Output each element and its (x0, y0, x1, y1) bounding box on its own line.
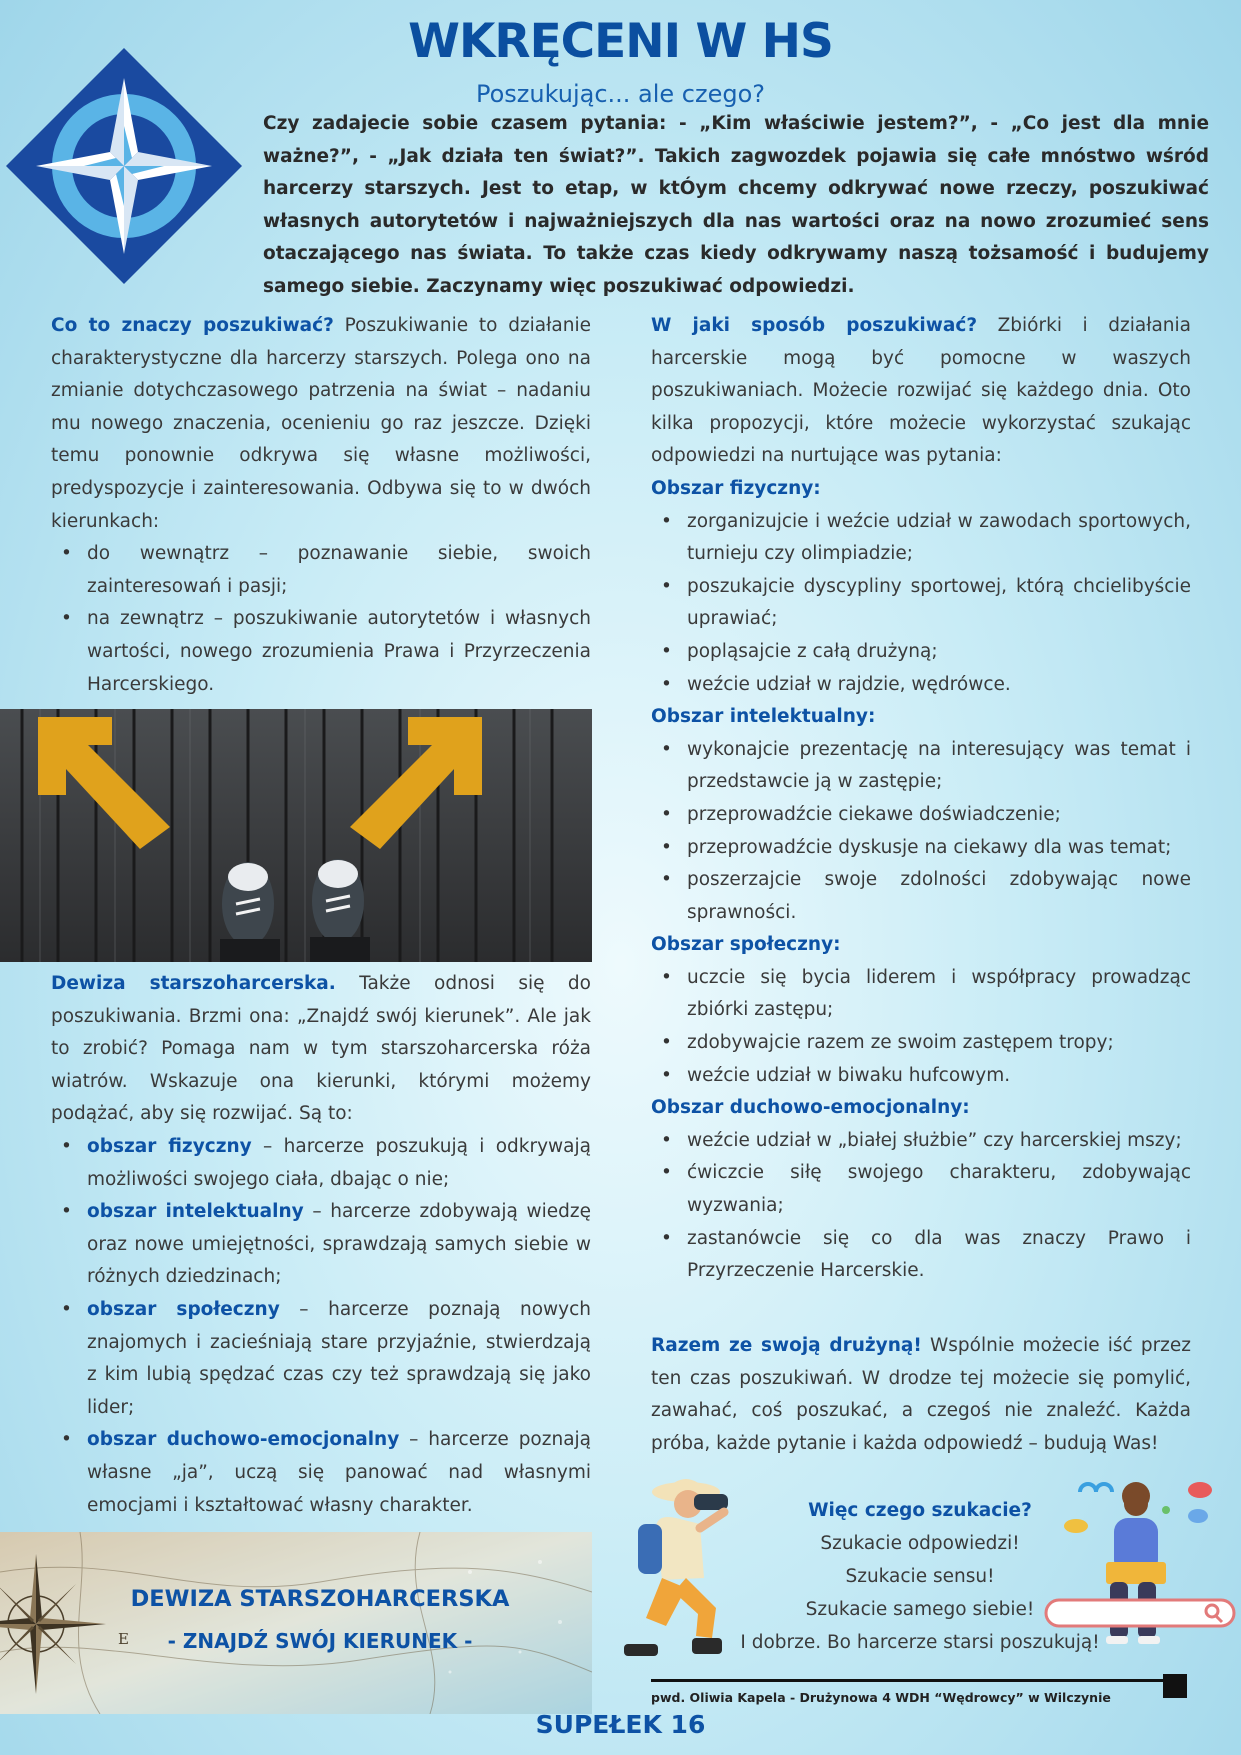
page-footer: SUPEŁEK 16 (535, 1710, 706, 1739)
group-list (651, 506, 1191, 702)
section-paragraph (51, 310, 591, 538)
page-title: WKRĘCENI W HS (408, 14, 833, 69)
closing-question: Więc czego szukacie? (808, 1500, 1032, 1521)
list-item: • zastanówcie się co dla was znaczy Prawo i Przyrzeczenie Harcerskie. (651, 1223, 1191, 1288)
list-item (51, 1196, 591, 1294)
section-text: Wspólnie możecie iść przez ten czas poszukiwań. W drodze tej możecie się pomylić, zawahać, coś poszukać, a czegoś nie znaleźć. Każda próba, każde pytanie i każda odpowiedź – budują Was! (651, 1335, 1191, 1454)
direction-list (51, 538, 591, 701)
list-item: • weźcie udział w „białej służbie” czy harcerskiej mszy; (651, 1125, 1191, 1158)
intro-paragraph: Czy zadajecie sobie czasem pytania: - „Kim właściwie jestem?”, - „Co jest dla mnie ważne?”, - „Jak działa ten świat?”. Takich zagwozdek pojawia się całe mnóstwo wśród harcerzy starszych. Jest to etap, w ktÓym chcemy odkrywać nowe rzeczy, poszukiwać własnych autorytetów i najważniejszych dla nas wartości oraz na nowo zrozumieć sens otaczającego nas świata. To także czas kiedy odkrywamy naszą tożsamość i budujemy samego siebie. Zaczynamy więc poszukiwać odpowiedzi. (263, 113, 1209, 297)
area-desc: – harcerze poszukują i odkrywają możliwości swojego ciała, dbając o nie; (87, 1135, 591, 1190)
list-item (51, 1294, 591, 1424)
area-desc: – harcerze poznają własne „ja”, uczą się panować nad własnymi emocjami i kształtować własny charakter. (87, 1429, 592, 1516)
banner-motto: - ZNAJDŹ SWÓJ KIERUNEK - (167, 1629, 473, 1653)
author-credit: pwd. Oliwia Kapela - Drużynowa 4 WDH “Wędrowcy” w Wilczynie (651, 1690, 1111, 1705)
page-subtitle: Poszukując... ale czego? (475, 80, 766, 108)
section-how-to-search (651, 310, 1191, 1288)
section-what-is-searching (51, 310, 591, 701)
explorer-with-binoculars-illustration (616, 1468, 746, 1668)
area-name: obszar fizyczny (87, 1135, 252, 1157)
person-on-search-bar-illustration (1040, 1470, 1240, 1670)
author-divider (651, 1679, 1181, 1682)
section-text: Zbiórki i działania harcerskie mogą być pomocne w waszych poszukiwaniach. Możecie rozwijać się każdego dnia. Oto kilka propozycji, które możecie wykorzystać szukając odpowiedzi na nurtujące was pytania: (651, 315, 1191, 467)
closing-line: Szukacie samego siebie! (805, 1599, 1035, 1620)
closing-line: I dobrze. Bo harcerze starsi poszukują! (740, 1632, 1100, 1653)
compass-star-logo-icon (4, 46, 244, 286)
section-paragraph (51, 968, 591, 1131)
area-desc: – harcerze poznają nowych znajomych i zacieśniają stare przyjaźnie, stwierdzają z kim lubią spędzać czas czy też sprawdzają się jako lider; (87, 1298, 591, 1418)
section-text: Także odnosi się do poszukiwania. Brzmi ona: „Znajdź swój kierunek”. Ale jak to zrobić? Pomaga nam w tym starszoharcerska róża wiatrów. Wskazuje ona kierunki, którymi możemy podążać, aby się rozwijać. Są to: (51, 973, 591, 1125)
section-lead: Razem ze swoją drużyną! (651, 1335, 922, 1356)
section-lead: Dewiza starszoharcerska. (51, 973, 336, 994)
feet-arrows-photo (0, 709, 592, 962)
list-item: • poszukajcie dyscypliny sportowej, którą chcielibyście uprawiać; (651, 571, 1191, 636)
section-motto (51, 968, 591, 1522)
list-item: • uczcie się bycia liderem i współpracy prowadząc zbiórki zastępu; (651, 962, 1191, 1027)
area-name: obszar społeczny (87, 1298, 280, 1320)
section-text: Poszukiwanie to działanie charakterystyczne dla harcerzy starszych. Polega ono na zmianie dotychczasowego patrzenia na świat – nadaniu mu nowego znaczenia, ocenieniu go raz jeszcze. Dzięki temu ponownie odkrywa się własne możliwości, predyspozycje i zainteresowania. Odbywa się to w dwóch kierunkach: (51, 315, 591, 532)
list-item (51, 1424, 591, 1522)
section-with-team (651, 1330, 1191, 1460)
list-item: • do wewnątrz – poznawanie siebie, swoich zainteresowań i pasji; (51, 538, 591, 603)
closing-line: Szukacie odpowiedzi! (820, 1533, 1020, 1554)
group-list (651, 962, 1191, 1092)
section-lead: Co to znaczy poszukiwać? (51, 315, 334, 336)
group-heading: Obszar społeczny: (651, 934, 841, 956)
group-heading: Obszar intelektualny: (651, 706, 876, 728)
closing-block (740, 1494, 1100, 1659)
list-item: • przeprowadźcie ciekawe doświadczenie; (651, 799, 1191, 832)
list-item: • poszerzajcie swoje zdolności zdobywając nowe sprawności. (651, 864, 1191, 929)
list-item: • zdobywajcie razem ze swoim zastępem tropy; (651, 1027, 1191, 1060)
list-item: • weźcie udział w biwaku hufcowym. (651, 1060, 1191, 1093)
motto-banner (0, 1532, 592, 1714)
list-item: • ćwiczcie siłę swojego charakteru, zdobywając wyzwania; (651, 1157, 1191, 1222)
areas-list (51, 1131, 591, 1522)
compass-letter: E (118, 1630, 129, 1648)
list-item: • zorganizujcie i weźcie udział w zawodach sportowych, turnieju czy olimpiadzie; (651, 506, 1191, 571)
area-name: obszar intelektualny (87, 1201, 304, 1223)
section-paragraph (651, 310, 1191, 473)
banner-title: DEWIZA STARSZOHARCERSKA (130, 1586, 510, 1612)
section-paragraph (651, 1330, 1191, 1460)
section-lead: W jaki sposób poszukiwać? (651, 315, 978, 336)
list-item (51, 1131, 591, 1196)
list-item: • na zewnątrz – poszukiwanie autorytetów i własnych wartości, nowego zrozumienia Prawa i Przyrzeczenia Harcerskiego. (51, 603, 591, 701)
group-list (651, 1125, 1191, 1288)
group-heading: Obszar fizyczny: (651, 477, 821, 499)
list-item: • wykonajcie prezentację na interesujący was temat i przedstawcie ją w zastępie; (651, 734, 1191, 799)
list-item: • weźcie udział w rajdzie, wędrówce. (651, 669, 1191, 702)
list-item: • popląsajcie z całą drużyną; (651, 636, 1191, 669)
group-list (651, 734, 1191, 930)
group-heading: Obszar duchowo-emocjonalny: (651, 1097, 970, 1119)
area-desc: – harcerze zdobywają wiedzę oraz nowe umiejętności, sprawdzają samych siebie w różnych dziedzinach; (87, 1201, 591, 1288)
area-name: obszar duchowo-emocjonalny (87, 1429, 400, 1451)
closing-line: Szukacie sensu! (845, 1566, 995, 1587)
list-item: • przeprowadźcie dyskusje na ciekawy dla was temat; (651, 832, 1191, 865)
